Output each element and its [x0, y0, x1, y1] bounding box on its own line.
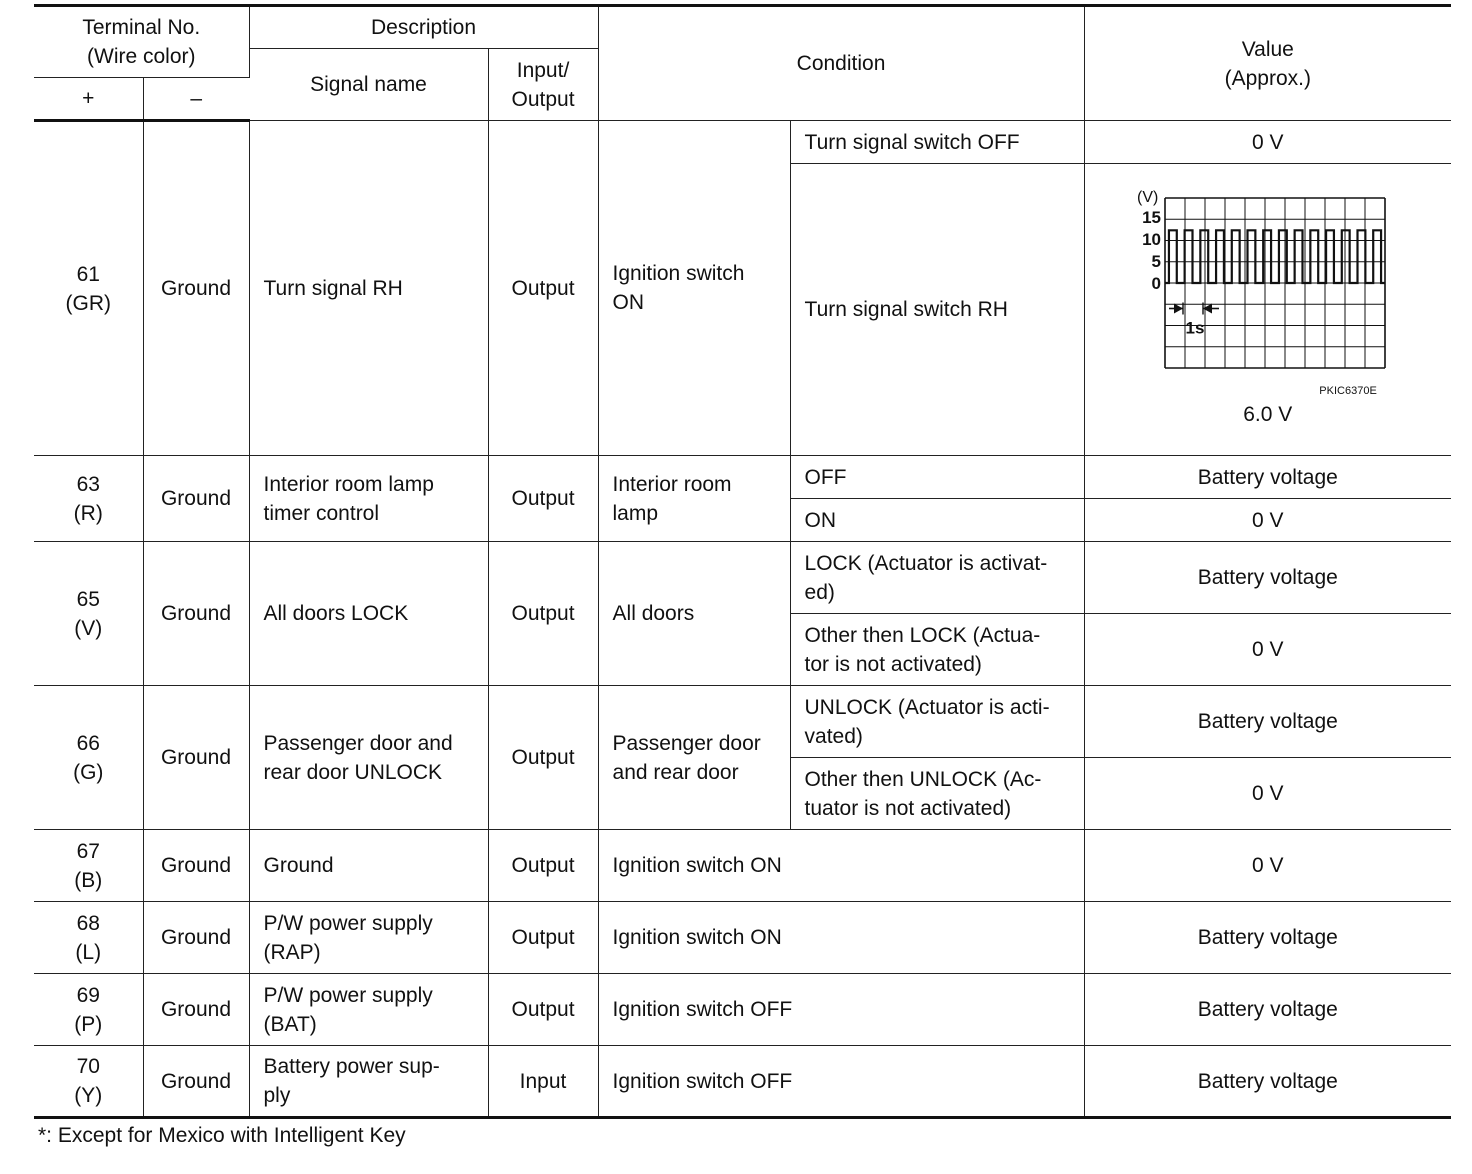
- value-cell: Battery voltage: [1084, 456, 1451, 499]
- signal-name-cell: [249, 456, 488, 542]
- terminal-cell: [34, 542, 143, 686]
- sub-condition-line: ed): [804, 580, 835, 604]
- condition-cell: [598, 686, 790, 830]
- terminal-number: 68: [76, 911, 100, 935]
- signal-line: (BAT): [263, 1012, 317, 1036]
- condition-line: Passenger door: [612, 731, 761, 755]
- wire-color: (V): [74, 616, 103, 640]
- ground-cell: Ground: [143, 974, 249, 1046]
- signal-line: P/W power supply: [263, 983, 433, 1007]
- condition-cell: [598, 456, 790, 542]
- input-label: Input/: [516, 58, 570, 82]
- sub-condition-cell: [790, 758, 1084, 830]
- value-label: Value: [1241, 37, 1294, 61]
- wire-color: (L): [75, 940, 102, 964]
- io-cell: Output: [488, 542, 598, 686]
- wire-color: (B): [74, 868, 103, 892]
- terminal-number: 63: [76, 472, 100, 496]
- value-cell: 0 V: [1084, 614, 1451, 686]
- sub-condition-line: Other then LOCK (Actua-: [804, 623, 1041, 647]
- signal-line: ply: [263, 1084, 291, 1107]
- y-tick-label: 10: [1141, 229, 1161, 249]
- approx-label: (Approx.): [1224, 66, 1311, 90]
- signal-name-cell: All doors LOCK: [249, 542, 488, 686]
- signal-name-cell: Ground: [249, 830, 488, 902]
- condition-cell: Ignition switch OFF: [598, 974, 1084, 1046]
- condition-line: and rear door: [612, 760, 739, 784]
- y-tick-label: 0: [1151, 273, 1161, 293]
- wire-color: (Y): [74, 1084, 103, 1107]
- terminal-number: 66: [76, 731, 100, 755]
- value-cell: Battery voltage: [1084, 686, 1451, 758]
- condition-cell: All doors: [598, 542, 790, 686]
- terminal-cell: [34, 974, 143, 1046]
- sub-condition-line: tor is not activated): [804, 652, 982, 676]
- signal-line: Battery power sup-: [263, 1055, 440, 1078]
- condition-line: ON: [612, 291, 645, 314]
- condition-line: Ignition switch: [612, 262, 745, 285]
- ground-cell: Ground: [143, 902, 249, 974]
- terminal-number: 61: [76, 262, 100, 286]
- sub-condition-line: UNLOCK (Actuator is acti-: [804, 695, 1050, 719]
- ground-cell: Ground: [143, 686, 249, 830]
- turn-signal-waveform: [1123, 188, 1413, 374]
- waveform-figure: [1123, 188, 1413, 398]
- condition-line: Interior room: [612, 472, 732, 496]
- description-header: Description: [249, 6, 598, 49]
- signal-line: (RAP): [263, 940, 321, 964]
- wire-color: (P): [74, 1012, 103, 1036]
- sub-condition-line: vated): [804, 724, 863, 748]
- signal-line: rear door UNLOCK: [263, 760, 443, 784]
- value-cell: Battery voltage: [1084, 974, 1451, 1046]
- terminal-spec-table: [34, 4, 1451, 1119]
- y-tick-label: 5: [1151, 251, 1161, 271]
- sub-condition-cell: ON: [790, 499, 1084, 542]
- condition-header: Condition: [598, 6, 1084, 121]
- sub-condition-cell: [790, 686, 1084, 758]
- signal-line: timer control: [263, 501, 380, 525]
- value-cell: Battery voltage: [1084, 1046, 1451, 1118]
- signal-line: Interior room lamp: [263, 472, 434, 496]
- terminal-cell: [34, 902, 143, 974]
- value-cell: 0 V: [1084, 121, 1451, 164]
- terminal-cell: [34, 686, 143, 830]
- plus-header: +: [34, 78, 143, 121]
- value-cell: 0 V: [1084, 758, 1451, 830]
- sub-condition-cell: Turn signal switch OFF: [790, 121, 1084, 164]
- waveform-cell: [1084, 164, 1451, 456]
- value-cell: 0 V: [1084, 499, 1451, 542]
- sub-condition-line: tuator is not activated): [804, 796, 1012, 820]
- signal-name-cell: [249, 1046, 488, 1118]
- value-cell: Battery voltage: [1084, 542, 1451, 614]
- sub-condition-cell: [790, 542, 1084, 614]
- io-cell: Input: [488, 1046, 598, 1118]
- terminal-number: 69: [76, 983, 100, 1007]
- signal-name-cell: [249, 686, 488, 830]
- sub-condition-cell: OFF: [790, 456, 1084, 499]
- sub-condition-cell: [790, 614, 1084, 686]
- waveform-value: 6.0 V: [1243, 402, 1293, 426]
- terminal-no-header: [34, 6, 249, 78]
- io-cell: Output: [488, 902, 598, 974]
- signal-name-cell: [249, 902, 488, 974]
- io-cell: Output: [488, 121, 598, 456]
- condition-line: lamp: [612, 501, 659, 525]
- wire-color-label: (Wire color): [87, 45, 196, 68]
- io-cell: Output: [488, 686, 598, 830]
- terminal-number: 65: [76, 587, 100, 611]
- arrow-right-icon: [1174, 303, 1183, 313]
- condition-cell: Ignition switch ON: [598, 902, 1084, 974]
- y-tick-label: 15: [1141, 207, 1161, 227]
- wire-color: (GR): [65, 291, 111, 315]
- signal-line: P/W power supply: [263, 911, 433, 935]
- ground-cell: Ground: [143, 456, 249, 542]
- sub-condition-line: LOCK (Actuator is activat-: [804, 551, 1048, 575]
- wire-color: (G): [73, 760, 104, 784]
- signal-name-cell: [249, 974, 488, 1046]
- io-header: [488, 49, 598, 121]
- minus-header: –: [143, 78, 249, 121]
- terminal-cell: [34, 456, 143, 542]
- footnote: *: Except for Mexico with Intelligent Key: [38, 1124, 406, 1147]
- signal-line: Passenger door and: [263, 731, 453, 755]
- condition-cell: [598, 121, 790, 456]
- terminal-no-label: Terminal No.: [82, 16, 201, 39]
- figure-code: PKIC6370E: [1319, 384, 1377, 397]
- terminal-cell: [34, 1046, 143, 1118]
- ground-cell: Ground: [143, 1046, 249, 1118]
- signal-name-header: Signal name: [249, 49, 488, 121]
- ground-cell: Ground: [143, 542, 249, 686]
- ground-cell: Ground: [143, 121, 249, 456]
- arrow-left-icon: [1203, 303, 1212, 313]
- sub-condition-line: Other then UNLOCK (Ac-: [804, 767, 1042, 791]
- terminal-number: 67: [76, 839, 100, 863]
- terminal-number: 70: [76, 1055, 100, 1078]
- value-cell: 0 V: [1084, 830, 1451, 902]
- io-cell: Output: [488, 974, 598, 1046]
- signal-name-cell: Turn signal RH: [249, 121, 488, 456]
- condition-cell: Ignition switch ON: [598, 830, 1084, 902]
- value-cell: Battery voltage: [1084, 902, 1451, 974]
- condition-cell: Ignition switch OFF: [598, 1046, 1084, 1118]
- ground-cell: Ground: [143, 830, 249, 902]
- square-wave-trace: [1165, 230, 1385, 283]
- value-header: [1084, 6, 1451, 121]
- sub-condition-cell: Turn signal switch RH: [790, 164, 1084, 456]
- wire-color: (R): [73, 501, 103, 525]
- y-unit-label: (V): [1136, 188, 1159, 206]
- io-cell: Output: [488, 830, 598, 902]
- output-label: Output: [511, 87, 575, 111]
- terminal-cell: [34, 830, 143, 902]
- period-label: 1s: [1185, 318, 1205, 337]
- io-cell: Output: [488, 456, 598, 542]
- terminal-cell: [34, 121, 143, 456]
